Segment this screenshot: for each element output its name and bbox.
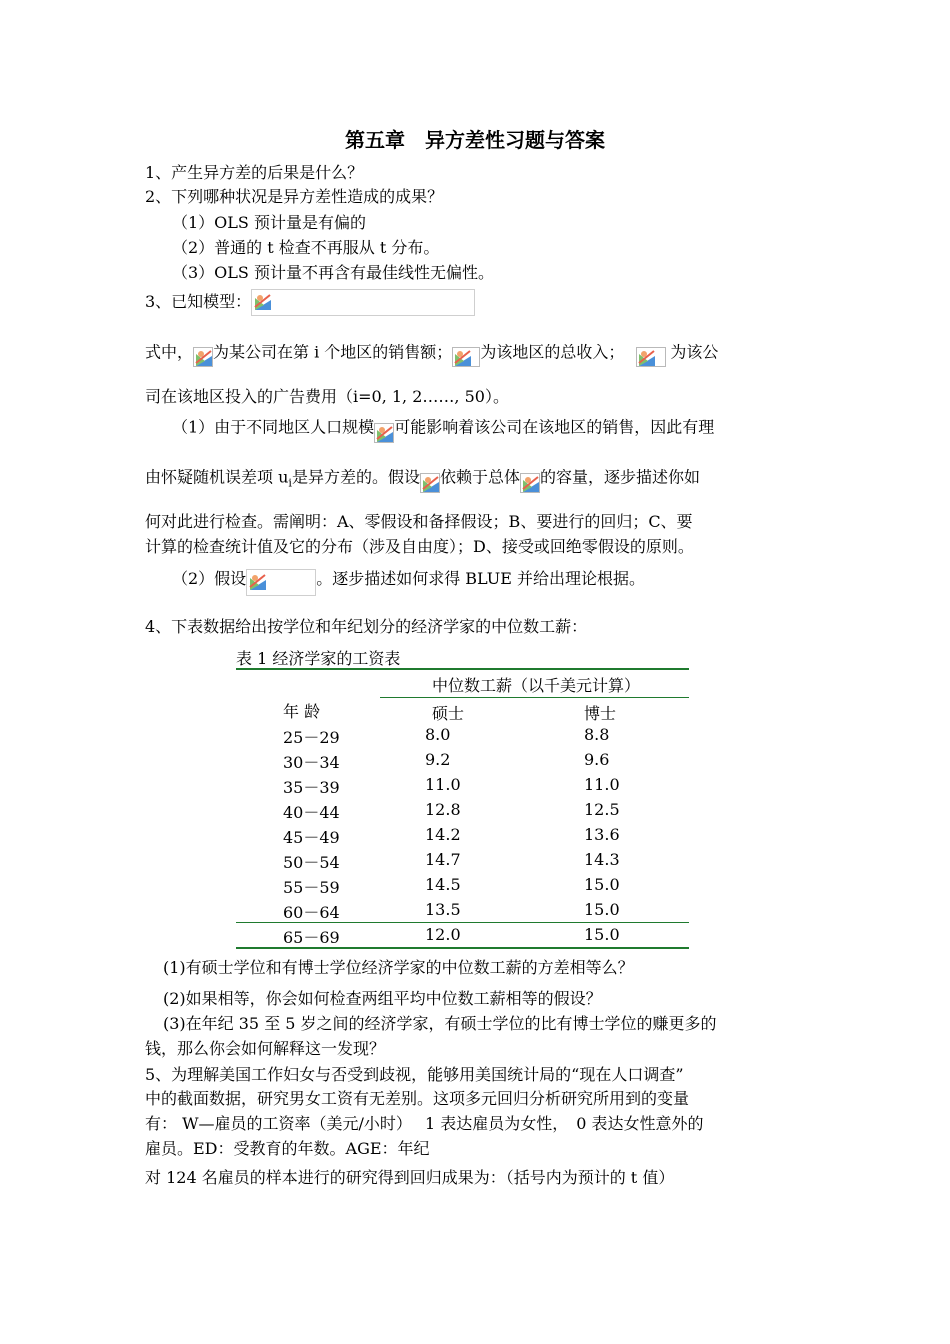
cell-master: 9.2 bbox=[425, 750, 451, 769]
q3-part2 bbox=[172, 563, 645, 596]
table-last-row-rule bbox=[236, 922, 689, 923]
q3-line-1 bbox=[145, 339, 718, 367]
cell-age: 35－39 bbox=[283, 778, 340, 797]
q4-sub-1: (1)有硕士学位和有博士学位经济学家的中位数工薪的方差相等么？ bbox=[163, 958, 634, 977]
question-3 bbox=[145, 289, 475, 316]
question-1: 1、产生异方差的后果是什么？ bbox=[145, 163, 364, 182]
q4-sub-3b: 钱，那么你会如何解释这一发现？ bbox=[145, 1039, 386, 1058]
cell-master: 11.0 bbox=[425, 775, 461, 794]
cell-phd: 13.6 bbox=[584, 825, 620, 844]
q2-option-1: （1）OLS 预计量是有偏的 bbox=[172, 213, 366, 232]
question-5-line-5: 对 124 名雇员的样本进行的研究得到回归成果为：（括号内为预计的 t 值） bbox=[145, 1168, 675, 1187]
cell-age: 30－34 bbox=[283, 753, 340, 772]
broken-image-icon bbox=[420, 473, 440, 493]
table-bottom-rule bbox=[236, 947, 689, 949]
table-header-group: 中位数工薪（以千美元计算） bbox=[432, 676, 641, 695]
q3-text-a: 式中， bbox=[145, 342, 194, 362]
q3-p2-text-c: 依赖于总体 bbox=[439, 467, 520, 487]
broken-image-icon bbox=[248, 572, 268, 592]
broken-image-icon bbox=[520, 473, 540, 493]
q4-sub-2: (2)如果相等，你会如何检查两组平均中位数工薪相等的假设？ bbox=[163, 989, 602, 1008]
cell-master: 14.7 bbox=[425, 850, 461, 869]
broken-image-icon bbox=[253, 292, 273, 312]
cell-age: 25－29 bbox=[283, 728, 340, 747]
cell-phd: 9.6 bbox=[584, 750, 610, 769]
cell-master: 14.5 bbox=[425, 875, 461, 894]
model-formula-image bbox=[251, 289, 475, 316]
cell-master: 13.5 bbox=[425, 900, 461, 919]
assumption-formula-image bbox=[246, 569, 316, 596]
table-header-phd: 博士 bbox=[584, 704, 617, 723]
question-5-line-2: 中的截面数据，研究男女工资有无差别。这项多元回归分析研究所用到的变量 bbox=[145, 1089, 690, 1108]
cell-age: 45－49 bbox=[283, 828, 340, 847]
broken-image-icon bbox=[636, 347, 666, 367]
question-5-line-4: 雇员。ED：受教育的年数。AGE：年纪 bbox=[145, 1139, 430, 1158]
q3-p5-text-b: 。逐步描述如何求得 BLUE 并给出理论根据。 bbox=[316, 569, 646, 588]
q3-part1-line4: 计算的检查统计值及它的分布（涉及自由度）；D、接受或回绝零假设的原则。 bbox=[145, 537, 694, 556]
cell-master: 12.8 bbox=[425, 800, 461, 819]
cell-master: 14.2 bbox=[425, 825, 461, 844]
q3-p2-text-b: 是异方差的。假设 bbox=[291, 467, 420, 487]
cell-master: 12.0 bbox=[425, 925, 461, 944]
q3-part1-line3: 何对此进行检查。需阐明：A、零假设和备择假设；B、要进行的回归；C、要 bbox=[145, 512, 693, 531]
cell-phd: 15.0 bbox=[584, 900, 620, 919]
table-caption: 表 1 经济学家的工资表 bbox=[236, 649, 401, 668]
q2-option-2: （2）普通的 t 检查不再服从 t 分布。 bbox=[172, 238, 440, 257]
q3-p5-text-a: （2）假设 bbox=[172, 569, 247, 588]
table-group-rule bbox=[380, 697, 689, 698]
q3-line-2: 司在该地区投入的广告费用（i=0, 1, 2……, 50）。 bbox=[145, 387, 509, 406]
cell-master: 8.0 bbox=[425, 725, 451, 744]
cell-age: 65－69 bbox=[283, 928, 340, 947]
q3-p2-text-a: 由怀疑随机误差项 u bbox=[145, 467, 289, 487]
cell-phd: 14.3 bbox=[584, 850, 620, 869]
subscript-i: i bbox=[288, 476, 292, 490]
question-5-line-3: 有： W—雇员的工资率（美元/小时） 1 表达雇员为女性， 0 表达女性意外的 bbox=[145, 1114, 704, 1133]
table-header-age: 年 龄 bbox=[283, 702, 321, 721]
q3-p1-text-b: 可能影响着该公司在该地区的销售，因此有理 bbox=[394, 417, 715, 437]
table-top-rule bbox=[236, 668, 689, 670]
cell-phd: 11.0 bbox=[584, 775, 620, 794]
cell-phd: 12.5 bbox=[584, 800, 620, 819]
cell-age: 60－64 bbox=[283, 903, 340, 922]
cell-age: 50－54 bbox=[283, 853, 340, 872]
chapter-title: 第五章 异方差性习题与答案 bbox=[345, 128, 605, 152]
cell-age: 55－59 bbox=[283, 878, 340, 897]
q3-text-d: 为该公 bbox=[670, 342, 719, 362]
q3-text-c: 为该地区的总收入； bbox=[480, 342, 625, 362]
broken-image-icon bbox=[374, 423, 394, 443]
cell-phd: 15.0 bbox=[584, 925, 620, 944]
q3-p2-text-d: 的容量，逐步描述你如 bbox=[539, 467, 700, 487]
table-header-master: 硕士 bbox=[432, 704, 465, 723]
question-2: 2、下列哪种状况是异方差性造成的成果？ bbox=[145, 187, 444, 206]
cell-age: 40－44 bbox=[283, 803, 340, 822]
q3-stem: 3、已知模型： bbox=[145, 292, 252, 311]
q3-part1-line2 bbox=[145, 463, 700, 495]
q3-text-b: 为某公司在第 i 个地区的销售额； bbox=[213, 342, 453, 362]
broken-image-icon bbox=[193, 347, 213, 367]
question-5-line-1: 5、为理解美国工作妇女与否受到歧视，能够用美国统计局的“现在人口调查” bbox=[145, 1065, 684, 1084]
q4-sub-3a: (3)在年纪 35 至 5 岁之间的经济学家，有硕士学位的比有博士学位的赚更多的 bbox=[163, 1014, 717, 1033]
cell-phd: 8.8 bbox=[584, 725, 610, 744]
cell-phd: 15.0 bbox=[584, 875, 620, 894]
q3-part1-line1 bbox=[172, 413, 714, 443]
q3-p1-text-a: （1）由于不同地区人口规模 bbox=[172, 417, 375, 437]
question-4: 4、下表数据给出按学位和年纪划分的经济学家的中位数工薪： bbox=[145, 617, 588, 636]
q2-option-3: （3）OLS 预计量不再含有最佳线性无偏性。 bbox=[172, 263, 494, 282]
broken-image-icon bbox=[452, 347, 480, 367]
